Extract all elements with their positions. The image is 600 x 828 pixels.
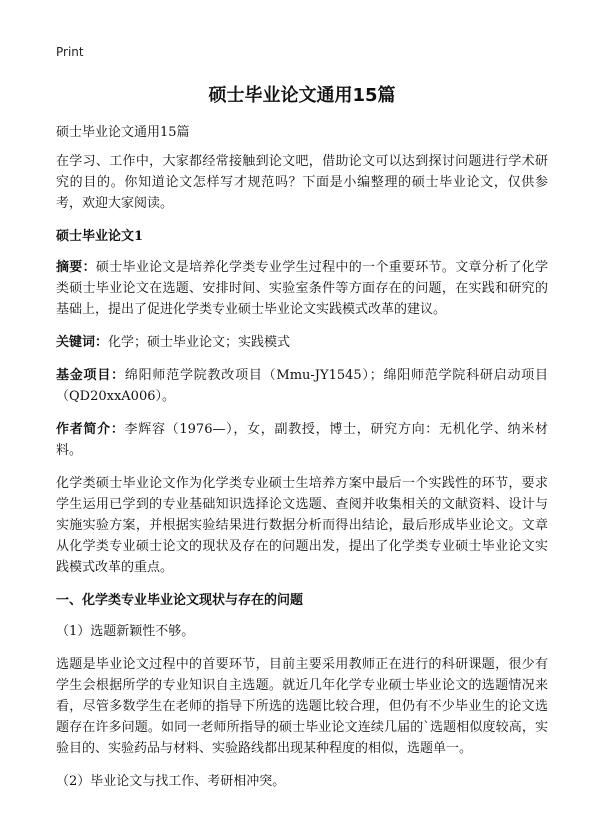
body-paragraph-2: 选题是毕业论文过程中的首要环节，目前主要采用教师正在进行的科研课题，很少有学生会根据所学的专业知识自主选题。就近几年化学专业硕士毕业论文的选题情况来看，尽管多数学生在老师的指导下所选的选题比较合理，但仍有不少毕业生的论文选题存在许多问题。如同一老师所指导的硕士毕业论文连续几届的`选题相似度较高，实验目的、实验药品与材料、实验路线都出现某种程度的相似，选题单一。: [56, 657, 548, 756]
keywords-paragraph: [56, 332, 548, 353]
author-paragraph: [56, 419, 548, 461]
print-label: Print: [56, 45, 84, 59]
list-item-2: （2）毕业论文与找工作、考研相冲突。: [56, 774, 286, 789]
keywords-label: 关键词：: [56, 335, 109, 350]
list-item-1: （1）选题新颖性不够。: [56, 624, 195, 639]
section-heading-paper-1: 硕士毕业论文1: [56, 229, 144, 244]
page-title: 硕士毕业论文通用15篇: [208, 85, 396, 106]
author-text: 李辉容（1976—），女，副教授，博士，研究方向：无机化学、纳米材料。: [56, 422, 548, 458]
abstract-text: 硕士毕业论文是培养化学类专业学生过程中的一个重要环节。文章分析了化学类硕士毕业论文在选题、安排时间、实验室条件等方面存在的问题，在实践和研究的基础上，提出了促进化学类专业硕士毕业论文实践模式改革的建议。: [56, 260, 548, 317]
abstract-label: 摘要：: [56, 260, 96, 275]
fund-text: 绵阳师范学院教改项目（Mmu-JY1545）；绵阳师范学院科研启动项目（QD20xxA006）。: [56, 368, 548, 404]
section-heading-status-problems: 一、化学类专业毕业论文现状与存在的问题: [56, 593, 304, 608]
body-paragraph-1: 化学类硕士毕业论文作为化学类专业硕士生培养方案中最后一个实践性的环节，要求学生运用已学到的专业基础知识选择论文选题、查阅并收集相关的文献资料、设计与实施实验方案，并根据实验结果进行数据分析而得出结论，最后形成毕业论文。文章从化学类专业硕士论文的现状及存在的问题出发，提出了化学类专业硕士毕业论文实践模式改革的重点。: [56, 476, 548, 575]
keywords-text: 化学；硕士毕业论文；实践模式: [108, 335, 291, 350]
abstract-paragraph: [56, 257, 548, 320]
intro-paragraph: 在学习、工作中，大家都经常接触到论文吧，借助论文可以达到探讨问题进行学术研究的目的。你知道论文怎样写才规范吗？下面是小编整理的硕士毕业论文，仅供参考，欢迎大家阅读。: [56, 154, 548, 211]
fund-paragraph: [56, 365, 548, 407]
author-label: 作者简介：: [56, 422, 125, 437]
document-subtitle: 硕士毕业论文通用15篇: [56, 125, 190, 140]
fund-label: 基金项目：: [56, 368, 125, 383]
